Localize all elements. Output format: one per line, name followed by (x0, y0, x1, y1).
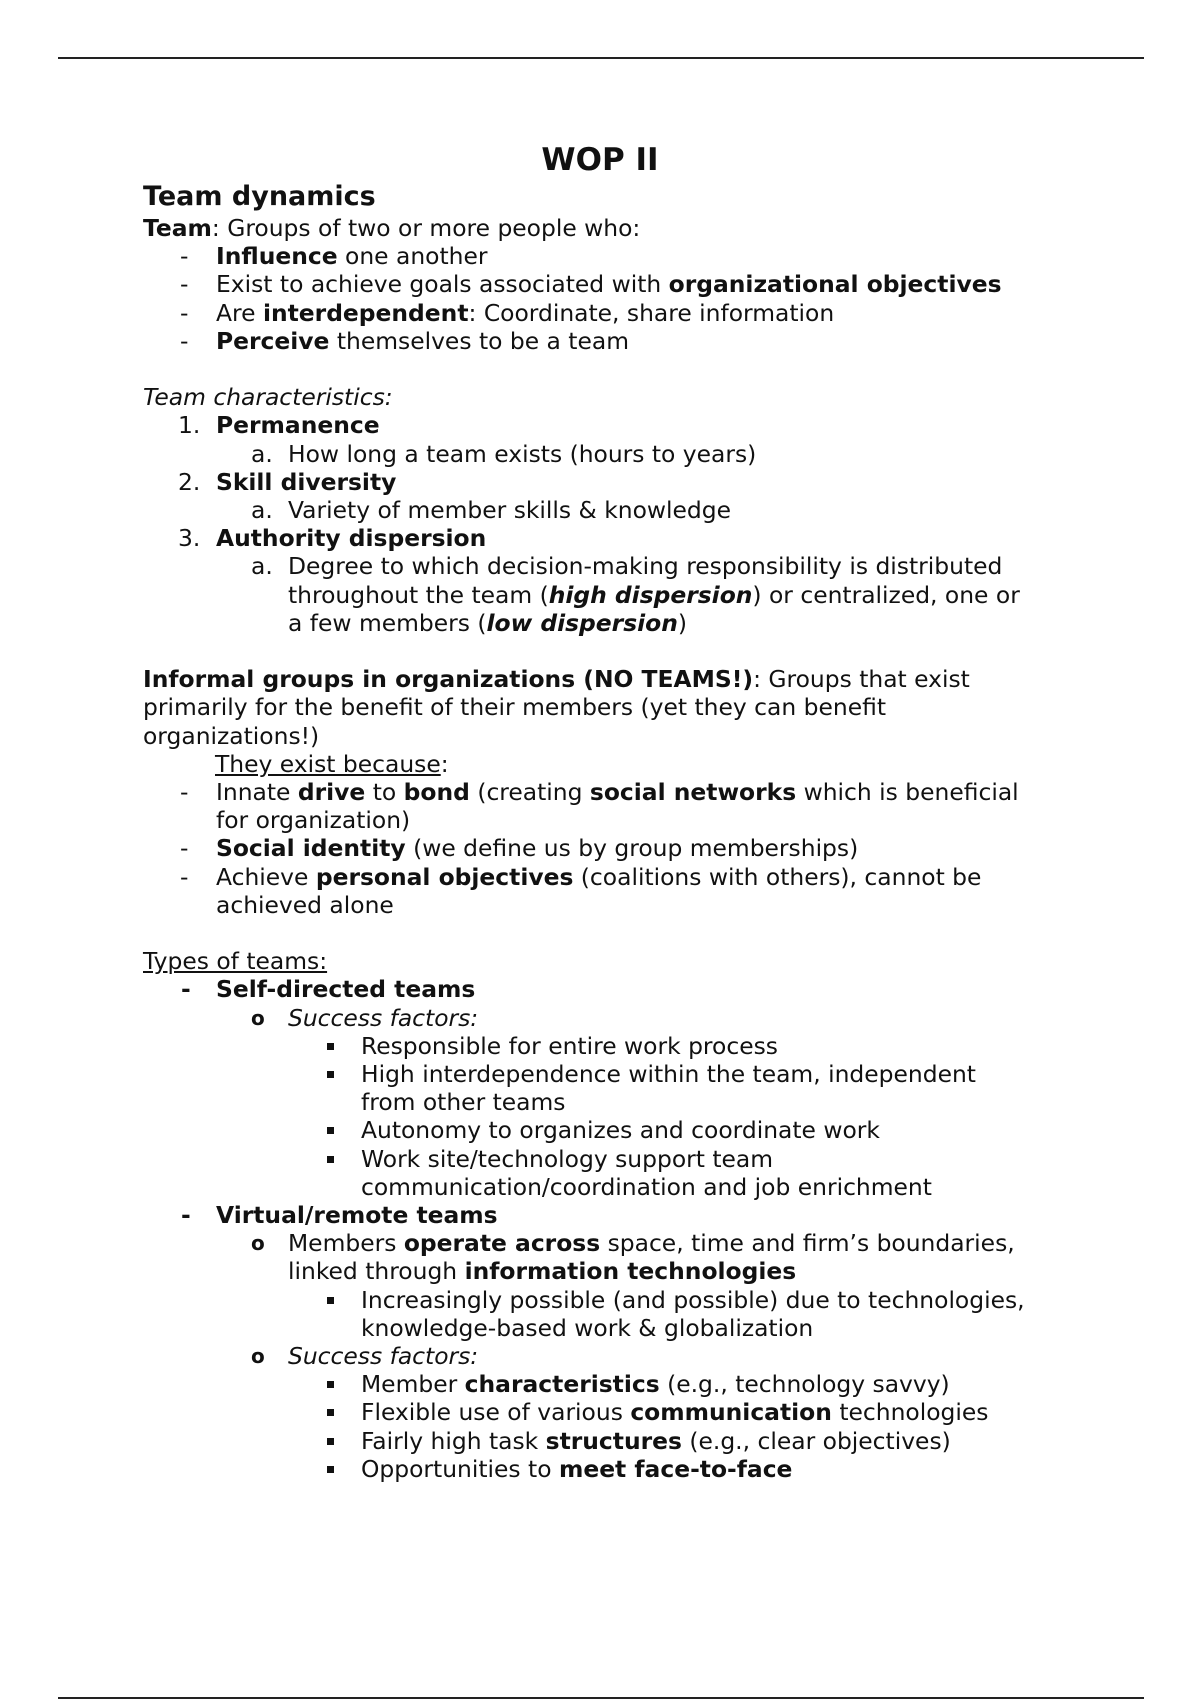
exist-because-label: They exist because: (215, 749, 449, 778)
list-item: 3. Authority dispersion (178, 524, 487, 553)
page-title: WOP II (541, 142, 659, 178)
square-bullet-icon (327, 1156, 334, 1163)
list-item: Increasingly possible (and possible) due to technologies, (143, 1286, 1063, 1314)
list-item: 2. Skill diversity (178, 467, 397, 496)
list-item-continuation: a few members (low dispersion) (288, 608, 687, 637)
header-rule (58, 57, 1144, 59)
informal-groups-definition: Informal groups in organizations (NO TEAMS!): Groups that exist (143, 665, 970, 694)
list-item-continuation: from other teams (361, 1088, 566, 1117)
list-item: Responsible for entire work process (143, 1032, 1063, 1060)
list-item: - Self-directed teams (181, 975, 476, 1004)
list-item: o Members operate across space, time and firm’s boundaries, (251, 1229, 1015, 1258)
square-bullet-icon (327, 1381, 334, 1388)
list-item-continuation: knowledge-based work & globalization (361, 1313, 814, 1342)
list-item: - Are interdependent: Coordinate, share information (180, 298, 835, 327)
list-item: Fairly high task structures (e.g., clear objectives) (143, 1427, 1063, 1455)
square-bullet-icon (327, 1127, 334, 1134)
list-item-continuation: for organization) (216, 806, 411, 835)
list-item: Work site/technology support team (143, 1145, 1063, 1173)
list-item: Autonomy to organizes and coordinate work (143, 1116, 1063, 1144)
square-bullet-icon (327, 1438, 334, 1445)
informal-groups-definition: organizations!) (143, 721, 320, 750)
square-bullet-icon (327, 1466, 334, 1473)
list-item: - Perceive themselves to be a team (180, 326, 629, 355)
team-definition: Team: Groups of two or more people who: (143, 214, 641, 242)
list-item: - Innate drive to bond (creating social networks which is beneficial (180, 778, 1019, 807)
list-item: o Success factors: (251, 1342, 479, 1371)
characteristics-heading: Team characteristics: (143, 383, 393, 412)
list-item: - Achieve personal objectives (coalitions with others), cannot be (180, 862, 982, 891)
list-item: o Success factors: (251, 1003, 479, 1032)
list-item: 1. Permanence (178, 411, 380, 440)
list-item: a. Degree to which decision-making responsibility is distributed (251, 552, 1003, 581)
informal-groups-definition: primarily for the benefit of their members (yet they can benefit (143, 693, 886, 722)
square-bullet-icon (327, 1297, 334, 1304)
section-heading: Team dynamics (143, 181, 376, 212)
list-item-continuation: communication/coordination and job enrichment (361, 1172, 932, 1201)
document-body (143, 140, 1063, 1483)
list-item-continuation: throughout the team (high dispersion) or centralized, one or (288, 580, 1020, 609)
list-item: - Virtual/remote teams (181, 1201, 498, 1230)
square-bullet-icon (327, 1409, 334, 1416)
list-item: High interdependence within the team, independent (143, 1060, 1063, 1088)
list-item: a. Variety of member skills & knowledge (251, 496, 732, 525)
list-item: Opportunities to meet face-to-face (143, 1455, 1063, 1483)
list-item: Member characteristics (e.g., technology savvy) (143, 1370, 1063, 1398)
square-bullet-icon (327, 1043, 334, 1050)
list-item: - Social identity (we define us by group memberships) (180, 834, 859, 863)
list-item-continuation: linked through information technologies (288, 1257, 797, 1286)
list-item: a. How long a team exists (hours to years) (251, 439, 757, 468)
types-heading: Types of teams: (143, 947, 328, 976)
list-item: - Influence one another (180, 242, 488, 271)
footer-rule (58, 1697, 1144, 1699)
list-item: Flexible use of various communication technologies (143, 1398, 1063, 1426)
list-item: - Exist to achieve goals associated with organizational objectives (180, 270, 1002, 299)
square-bullet-icon (327, 1071, 334, 1078)
list-item-continuation: achieved alone (216, 890, 394, 919)
